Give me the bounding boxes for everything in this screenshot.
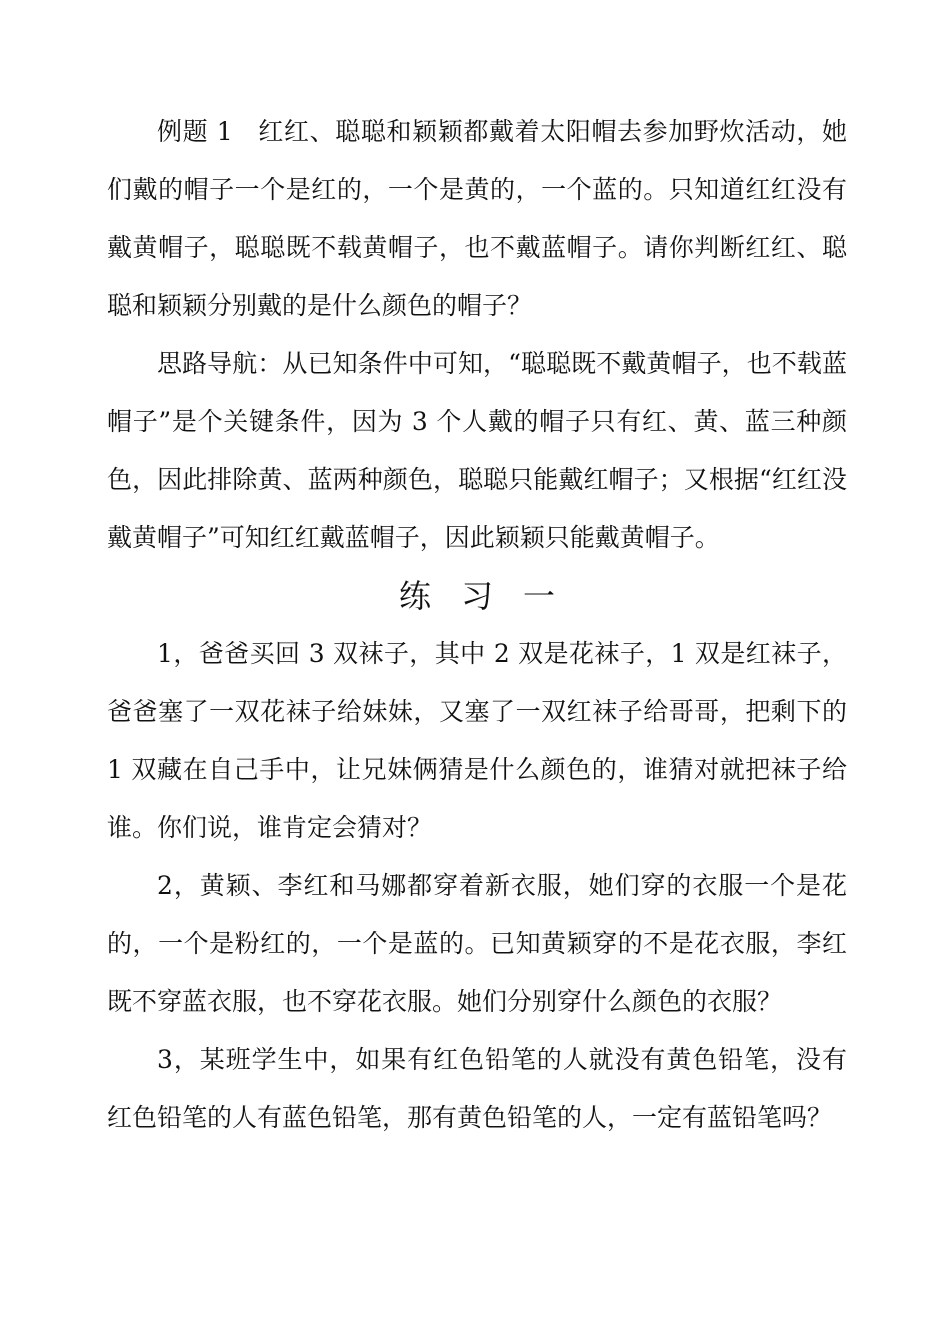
- example-label: 例题 1: [157, 117, 233, 146]
- example-paragraph: [107, 103, 847, 335]
- document-page: [107, 103, 847, 1147]
- solution-paragraph: 思路导航：从已知条件中可知，“聪聪既不戴黄帽子，也不载蓝帽子”是个关键条件，因为 3 个人戴的帽子只有红、黄、蓝三种颜色，因此排除黄、蓝两种颜色，聪聪只能戴红帽子；又根据“红红没戴黄帽子”可知红红戴蓝帽子，因此颖颖只能戴黄帽子。: [107, 349, 847, 552]
- exercise-item-2: 2，黄颖、李红和马娜都穿着新衣服，她们穿的衣服一个是花的，一个是粉红的，一个是蓝的。已知黄颖穿的不是花衣服，李红既不穿蓝衣服，也不穿花衣服。她们分别穿什么颜色的衣服？: [107, 871, 847, 1016]
- example-text: 红红、聪聪和颖颖都戴着太阳帽去参加野炊活动，她们戴的帽子一个是红的，一个是黄的，一个蓝的。只知道红红没有戴黄帽子，聪聪既不载黄帽子，也不戴蓝帽子。请你判断红红、聪聪和颖颖分别戴的是什么颜色的帽子？: [107, 117, 848, 320]
- exercise-item-3: 3，某班学生中，如果有红色铅笔的人就没有黄色铅笔，没有红色铅笔的人有蓝色铅笔，那有黄色铅笔的人，一定有蓝铅笔吗？: [107, 1045, 847, 1132]
- exercise-title: 练习一: [398, 577, 585, 615]
- exercise-item-1: 1，爸爸买回 3 双袜子，其中 2 双是花袜子，1 双是红袜子，爸爸塞了一双花袜子给妹妹，又塞了一双红袜子给哥哥，把剩下的 1 双藏在自己手中，让兄妹俩猜是什么颜色的，谁猜对就把袜子给谁。你们说，谁肯定会猜对？: [107, 639, 847, 842]
